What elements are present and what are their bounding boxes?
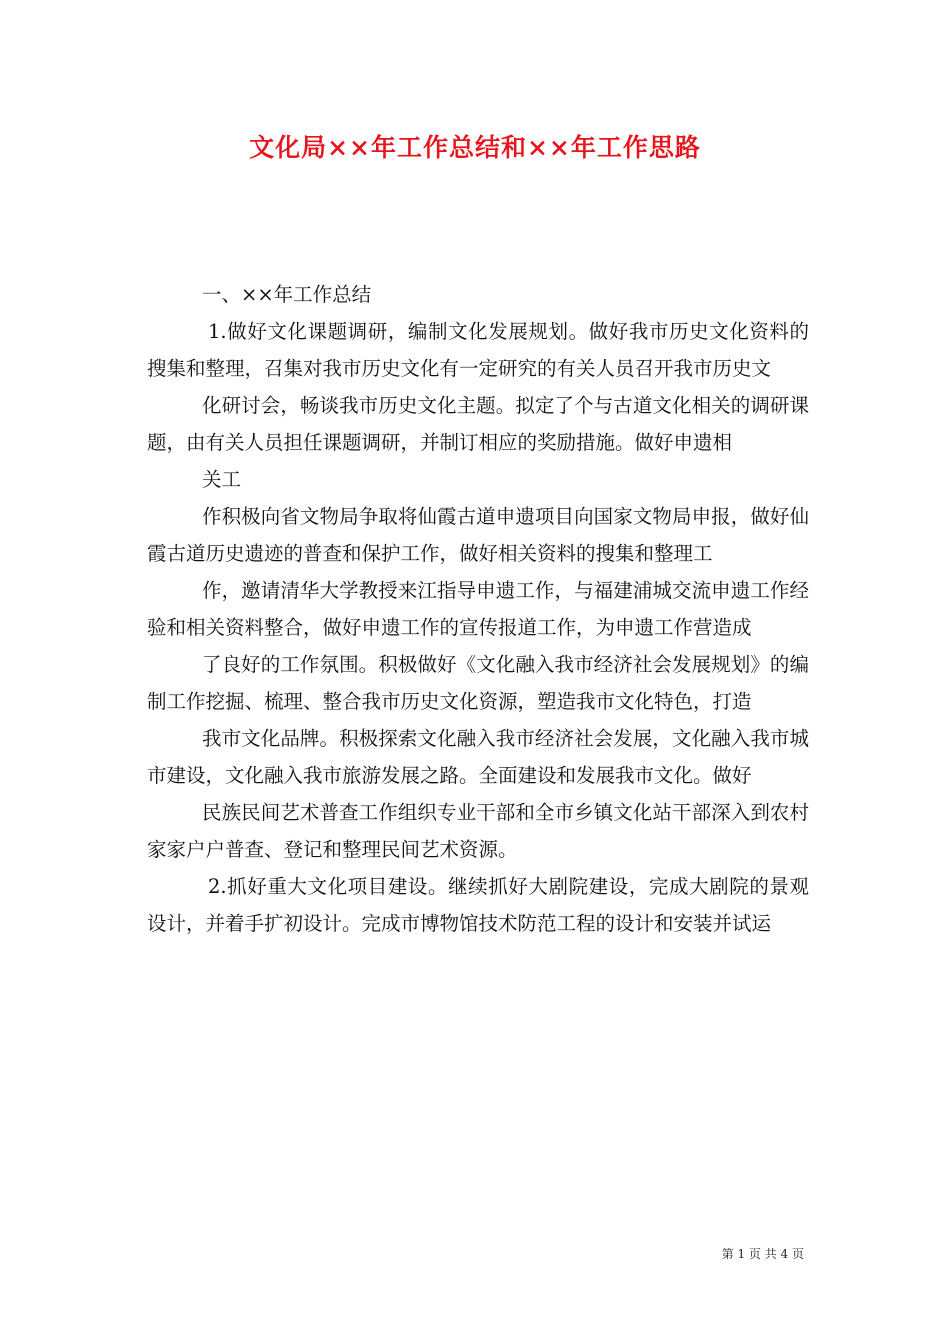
section-heading: 一、××年工作总结 <box>202 283 372 306</box>
paragraph: 我市文化品牌。积极探索文化融入我市经济社会发展，文化融入我市城市建设，文化融入我市旅游发展之路。全面建设和发展我市文化。做好 <box>147 727 809 787</box>
paragraph: 作，邀请清华大学教授来江指导申遗工作，与福建浦城交流申遗工作经验和相关资料整合，做好申遗工作的宣传报道工作，为申遗工作营造成 <box>147 579 809 639</box>
paragraph: 民族民间艺术普查工作组织专业干部和全市乡镇文化站干部深入到农村家家户户普查、登记和整理民间艺术资源。 <box>147 801 809 861</box>
page-number-footer: 第 1 页 共 4 页 <box>721 1247 804 1261</box>
paragraph: 1.做好文化课题调研，编制文化发展规划。做好我市历史文化资料的搜集和整理，召集对我市历史文化有一定研究的有关人员召开我市历史文 <box>147 320 809 380</box>
paragraph: 作积极向省文物局争取将仙霞古道申遗项目向国家文物局申报，做好仙霞古道历史遗迹的普查和保护工作，做好相关资料的搜集和整理工 <box>147 505 809 565</box>
paragraph: 关工 <box>202 468 242 491</box>
document-body <box>147 276 809 942</box>
paragraph: 了良好的工作氛围。积极做好《文化融入我市经济社会发展规划》的编制工作挖掘、梳理、整合我市历史文化资源，塑造我市文化特色，打造 <box>147 653 809 713</box>
document-title: 文化局××年工作总结和××年工作思路 <box>249 133 701 162</box>
paragraph: 2.抓好重大文化项目建设。继续抓好大剧院建设，完成大剧院的景观设计，并着手扩初设计。完成市博物馆技术防范工程的设计和安装并试运 <box>147 875 809 935</box>
paragraph: 化研讨会，畅谈我市历史文化主题。拟定了个与古道文化相关的调研课题，由有关人员担任课题调研，并制订相应的奖励措施。做好申遗相 <box>147 394 809 454</box>
